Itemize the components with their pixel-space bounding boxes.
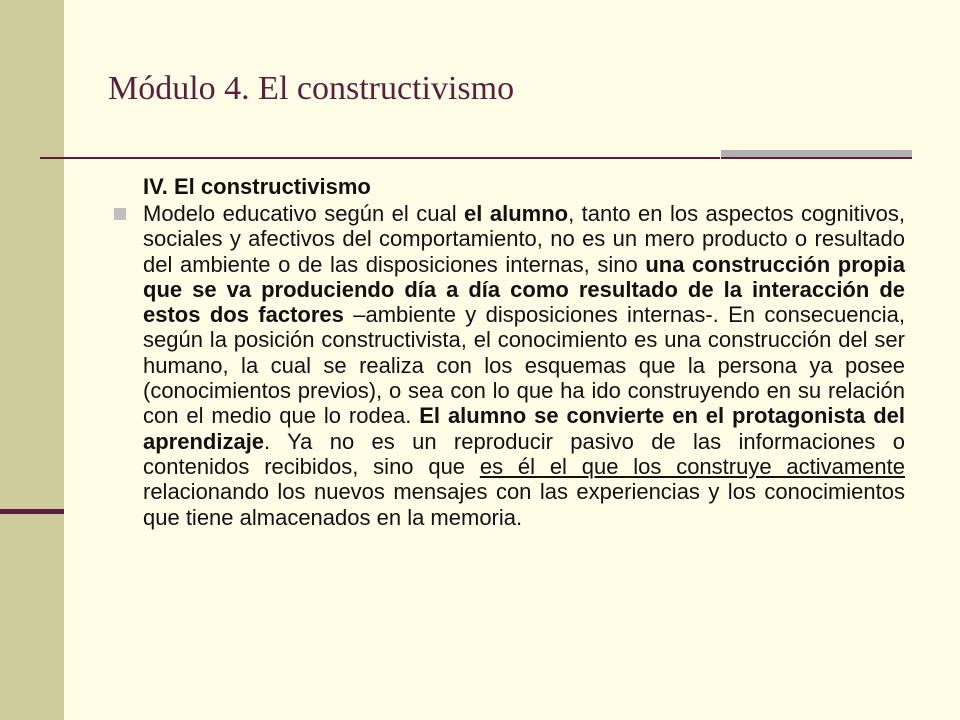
title-divider-line xyxy=(40,157,720,159)
paragraph-segment-bold: El alumno se convierte en el protagonista del aprendizaje xyxy=(143,403,905,454)
paragraph-segment-normal: relacionando los nuevos mensajes con las experiencias y los conocimientos que tiene almacenados en la memoria. xyxy=(143,479,905,530)
paragraph-segment-normal: , tanto en los aspectos cognitivos, sociales y afectivos del comportamiento, no es un mero producto o resultado del ambiente o de las disposiciones internas, sino xyxy=(143,201,905,277)
paragraph-segment-underline: es él el que los construye activamente xyxy=(479,453,905,479)
body-paragraph xyxy=(143,201,905,530)
paragraph-segment-normal: –ambiente y disposiciones internas-. En consecuencia, según la posición constructivista, el conocimiento es una construcción del ser humano, la cual se realiza con los esquemas que la persona ya posee (conocimientos previos), o sea con lo que ha ido construyendo en su relación con el medio que lo rodea. xyxy=(143,302,906,429)
title-divider-gray-bar xyxy=(721,150,912,157)
paragraph-segment-normal: . Ya no es un reproducir pasivo de las informaciones o contenidos recibidos, sino que xyxy=(143,428,905,479)
square-bullet-icon xyxy=(114,208,126,220)
paragraph-segment-bold: el alumno xyxy=(464,201,569,226)
left-band-accent-mark xyxy=(0,509,64,514)
section-heading: IV. El constructivismo xyxy=(143,174,371,199)
left-decorative-band xyxy=(0,0,64,720)
slide-title: Módulo 4. El constructivismo xyxy=(108,70,515,107)
paragraph-segment-bold: una construcción propia que se va produciendo día a día como resultado de la interacción de estos dos factores xyxy=(143,251,906,328)
paragraph-segment-normal: Modelo educativo según el cual xyxy=(143,201,465,226)
title-divider-line-right xyxy=(721,157,912,159)
